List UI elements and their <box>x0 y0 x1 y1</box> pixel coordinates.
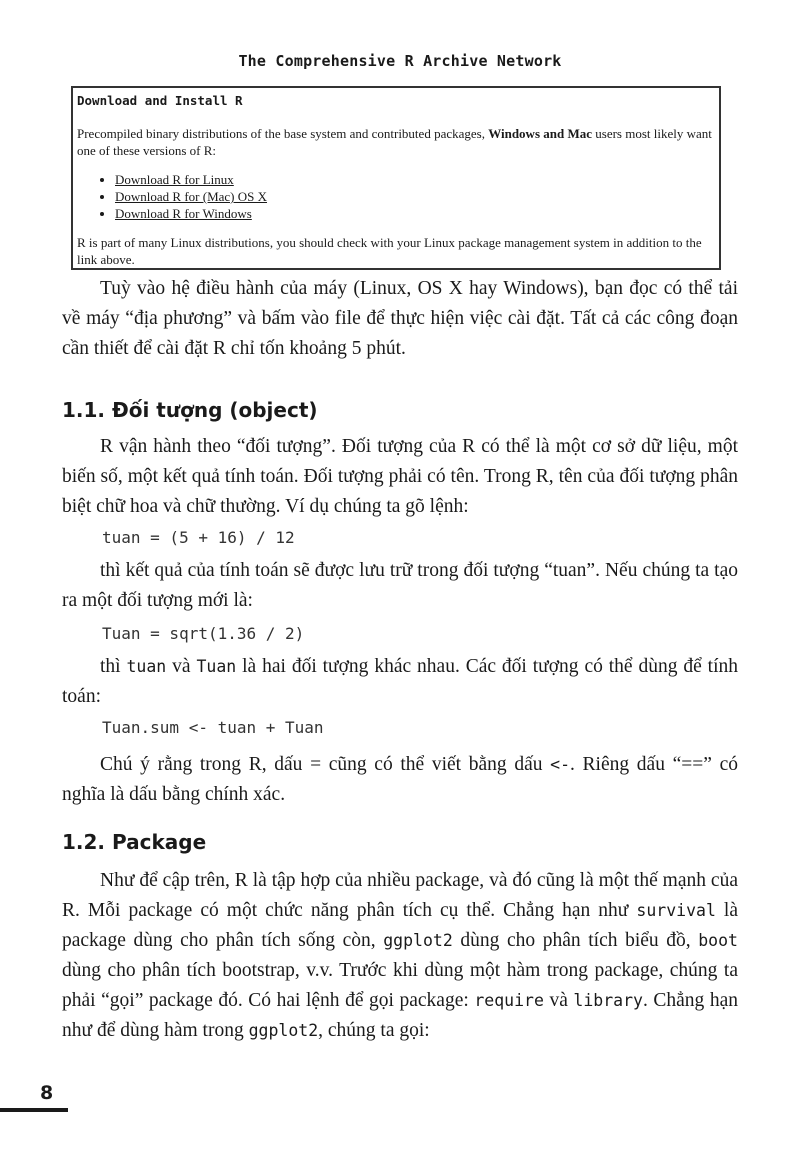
code-line-1: tuan = (5 + 16) / 12 <box>102 528 295 547</box>
cran-intro-end: users most likely want one of these versions of R: <box>77 126 712 158</box>
cran-note: R is part of many Linux distributions, you should check with your Linux package management system in addition to the link above. <box>77 235 702 267</box>
figure-title: The Comprehensive R Archive Network <box>238 52 562 70</box>
text-run: cũng có thể viết bằng dấu <box>328 754 551 775</box>
list-item <box>115 171 713 188</box>
text-run: . Riêng dấu “==” có nghĩa là dấu bằng chính xác. <box>62 754 738 805</box>
download-linux-link[interactable]: Download R for Linux <box>115 172 234 187</box>
inline-code: library <box>573 991 643 1010</box>
cran-intro-start: Precompiled binary distributions of the base system and contributed packages, <box>77 126 489 141</box>
text-run: và <box>543 990 574 1011</box>
inline-code: tuan <box>126 657 167 676</box>
cran-link-list <box>77 171 713 222</box>
list-item <box>115 188 713 205</box>
cran-heading: Download and Install R <box>77 93 243 108</box>
text-run: dùng cho phân tích biểu đồ, <box>452 930 699 951</box>
download-macos-link[interactable]: Download R for (Mac) OS X <box>115 189 268 204</box>
objects-paragraph-4 <box>62 750 738 810</box>
section-heading-package: 1.2. Package <box>62 830 207 854</box>
text-run: thì <box>100 656 127 677</box>
text-run: là hai đối tượng khác nhau. Các đối tượng có thể dùng để tính toán: <box>62 656 739 707</box>
list-item <box>115 205 713 222</box>
text-run: Như để cập trên, R là tập hợp của nhiều package, và đó cũng là một thế mạnh của R. Mỗi package có một chức năng phân tích cụ thể. Chẳng hạn như <box>62 870 738 921</box>
text-run: , chúng ta gọi: <box>318 1020 430 1041</box>
code-line-3: Tuan.sum <- tuan + Tuan <box>102 718 324 737</box>
text-run: là package dùng cho phân tích sống còn, <box>62 900 738 951</box>
cran-intro-bold: Windows and Mac <box>488 126 593 141</box>
text-run: . Chẳng hạn như để dùng hàm trong <box>62 990 738 1041</box>
inline-code: ggplot2 <box>248 1021 319 1040</box>
inline-code: Tuan <box>196 657 237 676</box>
text-run: dùng cho phân tích bootstrap, v.v. Trước khi dùng một hàm trong package, chúng ta phải “gọi” package đó. Có hai lệnh để gọi package: <box>62 960 738 1011</box>
inline-code: <- <box>550 755 571 774</box>
inline-code: ggplot2 <box>383 931 453 950</box>
page-number-rule <box>0 1108 68 1112</box>
cran-download-figure <box>71 86 721 270</box>
cran-intro <box>77 125 713 159</box>
objects-paragraph-1: R vận hành theo “đối tượng”. Đối tượng của R có thể là một cơ sở dữ liệu, một biến số, một kết quả tính toán. Đối tượng phải có tên. Trong R, tên của đối tượng phân biệt chữ hoa và chữ thường. Ví dụ chúng ta gõ lệnh: <box>62 436 738 517</box>
section-heading-objects: 1.1. Đối tượng (object) <box>62 398 318 422</box>
inline-code: survival <box>636 901 716 920</box>
package-paragraph <box>62 866 738 1046</box>
page-number: 8 <box>40 1082 54 1104</box>
inline-code: boot <box>698 931 738 950</box>
objects-paragraph-3 <box>62 652 738 712</box>
inline-code: require <box>474 991 544 1010</box>
intro-paragraph: Tuỳ vào hệ điều hành của máy (Linux, OS X hay Windows), bạn đọc có thể tải về máy “địa phương” và bấm vào file để thực hiện việc cài đặt. Tất cả các công đoạn cần thiết để cài đặt R chỉ tốn khoảng 5 phút. <box>62 278 738 359</box>
text-run: và <box>166 656 197 677</box>
download-windows-link[interactable]: Download R for Windows <box>115 206 252 221</box>
code-line-2: Tuan = sqrt(1.36 / 2) <box>102 624 305 643</box>
text-run: Chú ý rằng trong R, dấu = <box>100 754 329 775</box>
objects-paragraph-2: thì kết quả của tính toán sẽ được lưu trữ trong đối tượng “tuan”. Nếu chúng ta tạo ra một đối tượng mới là: <box>62 560 738 611</box>
